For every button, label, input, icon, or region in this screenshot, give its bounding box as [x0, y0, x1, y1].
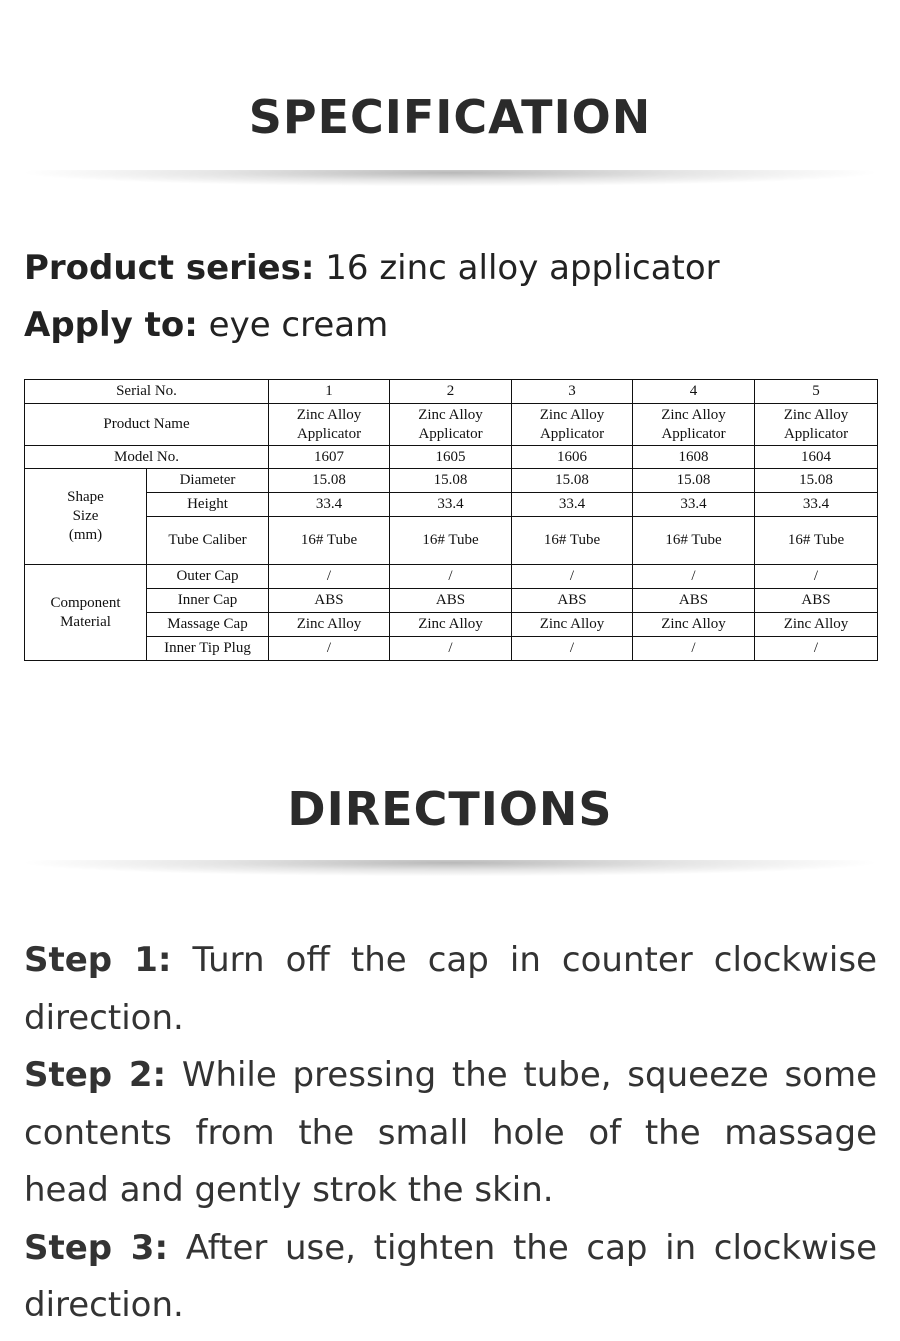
- inner-tip-plug-cell: /: [512, 637, 633, 661]
- serial-no-label: Serial No.: [25, 380, 269, 404]
- outer-cap-cell: /: [390, 565, 512, 589]
- product-name-line: Zinc Alloy: [783, 406, 849, 423]
- product-name-line: Applicator: [539, 425, 605, 442]
- directions-divider: [22, 860, 878, 894]
- step-text: After use, tighten the cap in clockwise direction.: [24, 1227, 877, 1325]
- serial-cell: 4: [633, 380, 755, 404]
- height-cell: 33.4: [633, 493, 755, 517]
- outer-cap-cell: /: [755, 565, 878, 589]
- inner-tip-plug-cell: /: [269, 637, 390, 661]
- shape-size-label: [25, 469, 147, 565]
- tube-caliber-row: [25, 517, 878, 565]
- serial-cell: 1: [269, 380, 390, 404]
- specification-title: SPECIFICATION: [248, 90, 652, 144]
- inner-cap-cell: ABS: [512, 589, 633, 613]
- outer-cap-cell: /: [512, 565, 633, 589]
- directions-title: DIRECTIONS: [287, 782, 613, 836]
- tube-caliber-cell: 16# Tube: [755, 517, 878, 565]
- product-name-line: Applicator: [418, 425, 483, 442]
- shape-size-line: Size: [72, 508, 99, 524]
- product-series-value: 16 zinc alloy applicator: [314, 248, 720, 288]
- inner-tip-plug-row: [25, 637, 878, 661]
- step-label: Step 3:: [24, 1227, 169, 1268]
- outer-cap-row: [25, 565, 878, 589]
- height-row: [25, 493, 878, 517]
- model-no-cell: 1608: [633, 446, 755, 469]
- product-name-label: Product Name: [25, 404, 269, 446]
- diameter-cell: 15.08: [390, 469, 512, 493]
- step-label: Step 1:: [24, 940, 172, 980]
- inner-cap-cell: ABS: [755, 589, 878, 613]
- directions-steps: [24, 932, 877, 1335]
- inner-tip-plug-cell: /: [755, 637, 878, 661]
- inner-tip-plug-label: Inner Tip Plug: [147, 637, 269, 661]
- product-name-line: Applicator: [296, 425, 362, 442]
- product-series-label: Product series:: [24, 248, 315, 288]
- shape-size-line: Shape: [67, 489, 104, 505]
- diameter-row: [25, 469, 878, 493]
- product-name-line: Zinc Alloy: [418, 406, 483, 423]
- inner-cap-label: Inner Cap: [147, 589, 269, 613]
- massage-cap-cell: Zinc Alloy: [512, 613, 633, 637]
- step-text: Turn off the cap in counter clockwise direction.: [24, 940, 877, 1038]
- apply-to-value: eye cream: [197, 305, 389, 345]
- massage-cap-cell: Zinc Alloy: [633, 613, 755, 637]
- massage-cap-cell: Zinc Alloy: [269, 613, 390, 637]
- tube-caliber-label: Tube Caliber: [147, 517, 269, 565]
- massage-cap-label: Massage Cap: [147, 613, 269, 637]
- step-text: While pressing the tube, squeeze some contents from the small hole of the massage head and gently strok the skin.: [24, 1055, 877, 1210]
- height-cell: 33.4: [755, 493, 878, 517]
- tube-caliber-cell: 16# Tube: [633, 517, 755, 565]
- inner-cap-cell: ABS: [390, 589, 512, 613]
- inner-cap-row: [25, 589, 878, 613]
- serial-cell: 5: [755, 380, 878, 404]
- tube-caliber-cell: 16# Tube: [269, 517, 390, 565]
- product-name-line: Applicator: [783, 425, 849, 442]
- product-name-row: [25, 404, 878, 446]
- product-name-line: Zinc Alloy: [539, 406, 605, 423]
- product-name-line: Applicator: [661, 425, 726, 442]
- massage-cap-row: [25, 613, 878, 637]
- inner-tip-plug-cell: /: [633, 637, 755, 661]
- inner-cap-cell: ABS: [633, 589, 755, 613]
- apply-to-label: Apply to:: [24, 305, 198, 345]
- model-no-cell: 1604: [755, 446, 878, 469]
- model-no-cell: 1605: [390, 446, 512, 469]
- model-no-label: Model No.: [25, 446, 269, 469]
- shape-size-line: (mm): [68, 527, 103, 543]
- diameter-label: Diameter: [147, 469, 269, 493]
- inner-cap-cell: ABS: [269, 589, 390, 613]
- step-2: [24, 1047, 877, 1220]
- outer-cap-label: Outer Cap: [147, 565, 269, 589]
- serial-cell: 3: [512, 380, 633, 404]
- model-no-cell: 1607: [269, 446, 390, 469]
- diameter-cell: 15.08: [755, 469, 878, 493]
- product-name-line: Zinc Alloy: [296, 406, 362, 423]
- serial-row: [25, 380, 878, 404]
- height-cell: 33.4: [269, 493, 390, 517]
- component-material-line: Material: [60, 613, 111, 630]
- outer-cap-cell: /: [269, 565, 390, 589]
- component-material-label: [25, 565, 147, 661]
- specification-table: [24, 379, 878, 661]
- model-no-cell: 1606: [512, 446, 633, 469]
- diameter-cell: 15.08: [269, 469, 390, 493]
- tube-caliber-cell: 16# Tube: [512, 517, 633, 565]
- tube-caliber-cell: 16# Tube: [390, 517, 512, 565]
- serial-cell: 2: [390, 380, 512, 404]
- height-cell: 33.4: [512, 493, 633, 517]
- diameter-cell: 15.08: [633, 469, 755, 493]
- product-name-cell: [512, 404, 633, 446]
- step-label: Step 2:: [24, 1055, 167, 1095]
- product-name-cell: [633, 404, 755, 446]
- product-name-cell: [755, 404, 878, 446]
- height-cell: 33.4: [390, 493, 512, 517]
- height-label: Height: [147, 493, 269, 517]
- product-name-cell: [269, 404, 390, 446]
- inner-tip-plug-cell: /: [390, 637, 512, 661]
- massage-cap-cell: Zinc Alloy: [390, 613, 512, 637]
- diameter-cell: 15.08: [512, 469, 633, 493]
- product-name-line: Zinc Alloy: [661, 406, 726, 423]
- outer-cap-cell: /: [633, 565, 755, 589]
- product-name-cell: [390, 404, 512, 446]
- product-series-line: [24, 248, 720, 288]
- step-1: [24, 932, 877, 1047]
- apply-to-line: [24, 305, 388, 345]
- model-no-row: [25, 446, 878, 469]
- massage-cap-cell: Zinc Alloy: [755, 613, 878, 637]
- specification-divider: [22, 170, 878, 204]
- component-material-line: Component: [50, 594, 121, 611]
- step-3: [24, 1220, 877, 1335]
